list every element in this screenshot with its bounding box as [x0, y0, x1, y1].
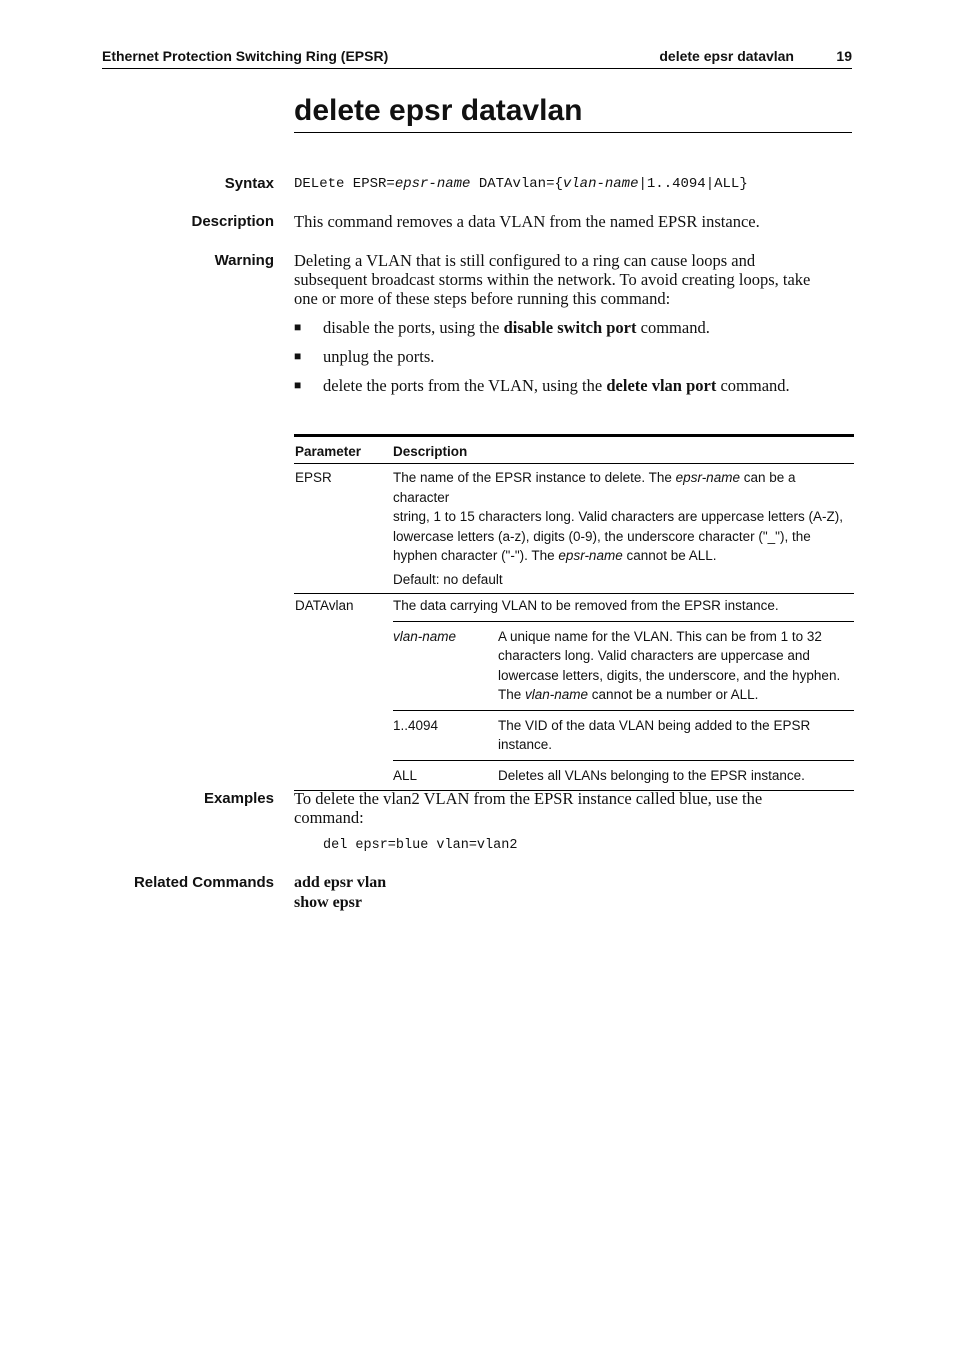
syntax-part: |1..4094|ALL} [638, 176, 748, 192]
param-description [393, 468, 854, 589]
running-header [102, 48, 852, 69]
warning-text [294, 251, 854, 308]
desc-text: The name of the EPSR instance to delete. The [393, 470, 676, 485]
bullet-marker-icon: ■ [294, 320, 302, 334]
bullet-item [294, 376, 854, 395]
option-row-vlan-name [393, 621, 854, 710]
bullet-text: unplug the ports. [323, 347, 435, 366]
examples-line: command: [294, 808, 364, 827]
command-name: disable switch port [503, 318, 637, 337]
warning-bullets [294, 318, 854, 405]
syntax-variable: epsr-name [394, 176, 471, 192]
table-row-datavlan [294, 594, 854, 791]
related-label: Related Commands [133, 874, 274, 891]
topic-title: delete epsr datavlan [659, 48, 794, 64]
warning-line: one or more of these steps before running this command: [294, 289, 671, 308]
bullet-marker-icon: ■ [294, 378, 302, 392]
option-name: vlan-name [393, 628, 457, 644]
param-name: DATAvlan [295, 598, 354, 613]
table-row-epsr [294, 464, 854, 594]
related-commands [294, 873, 386, 913]
table-header-row [294, 437, 854, 464]
desc-text: hyphen character ("-"). The [393, 548, 559, 563]
syntax-label: Syntax [224, 175, 274, 192]
example-code: del epsr=blue vlan=vlan2 [323, 838, 518, 853]
examples-text [294, 789, 854, 827]
option-name: ALL [393, 767, 418, 783]
desc-text: cannot be a number or ALL. [588, 687, 759, 702]
syntax-variable: vlan-name [562, 176, 639, 192]
chapter-title: Ethernet Protection Switching Ring (EPSR) [102, 48, 389, 64]
param-name: EPSR [295, 470, 332, 485]
desc-text: lowercase letters (a-z), digits (0-9), the underscore character ("_"), the [393, 528, 811, 544]
related-command-link[interactable]: add epsr vlan [294, 874, 387, 891]
default-value: Default: no default [393, 571, 503, 587]
desc-variable: vlan-name [525, 687, 589, 702]
desc-variable: epsr-name [558, 548, 623, 563]
warning-line: subsequent broadcast storms within the network. To avoid creating loops, take [294, 270, 811, 289]
option-description [498, 711, 854, 760]
syntax-line [294, 176, 748, 192]
param-description: The data carrying VLAN to be removed from the EPSR instance. [393, 598, 779, 613]
bullet-text: command. [636, 318, 710, 337]
bullet-text: delete the ports from the VLAN, using the [323, 376, 607, 395]
option-name: 1..4094 [393, 717, 439, 733]
bullet-item [294, 347, 854, 366]
examples-label: Examples [203, 790, 274, 807]
parameter-table [294, 434, 854, 791]
desc-text: can be a character [393, 470, 796, 505]
description-label: Description [191, 213, 274, 230]
desc-text: A unique name for the VLAN. This can be from 1 to 32 [498, 628, 822, 644]
desc-text: string, 1 to 15 characters long. Valid characters are uppercase letters (A-Z), [393, 509, 843, 524]
desc-text: lowercase letters, digits, the underscore, and the hyphen. [498, 667, 841, 683]
command-name: delete vlan port [606, 376, 717, 395]
desc-text: instance. [498, 737, 553, 752]
bullet-text: command. [716, 376, 790, 395]
option-row-all [393, 760, 854, 791]
desc-text: cannot be ALL. [622, 548, 717, 563]
syntax-part: DATAvlan={ [470, 176, 563, 192]
option-description [498, 622, 854, 710]
desc-variable: epsr-name [675, 470, 740, 485]
option-description [498, 761, 854, 791]
syntax-part: DELete EPSR= [294, 176, 395, 192]
header-parameter: Parameter [295, 444, 362, 459]
desc-text: characters long. Valid characters are uppercase and [498, 648, 810, 663]
bullet-marker-icon: ■ [294, 349, 302, 363]
page-title: delete epsr datavlan [294, 94, 852, 133]
bullet-item [294, 318, 854, 337]
description-text: This command removes a data VLAN from the named EPSR instance. [294, 212, 760, 231]
examples-line: To delete the vlan2 VLAN from the EPSR instance called blue, use the [294, 789, 763, 808]
page-number: 19 [836, 48, 852, 64]
related-command-link[interactable]: show epsr [294, 894, 363, 911]
option-row-vid [393, 710, 854, 760]
warning-label: Warning [214, 252, 274, 269]
desc-text: Deletes all VLANs belonging to the EPSR instance. [498, 767, 805, 783]
warning-line: Deleting a VLAN that is still configured to a ring can cause loops and [294, 251, 756, 270]
desc-text: The VID of the data VLAN being added to the EPSR [498, 717, 811, 733]
bullet-text: disable the ports, using the [323, 318, 504, 337]
desc-text: The [498, 687, 526, 702]
header-description: Description [393, 444, 468, 459]
